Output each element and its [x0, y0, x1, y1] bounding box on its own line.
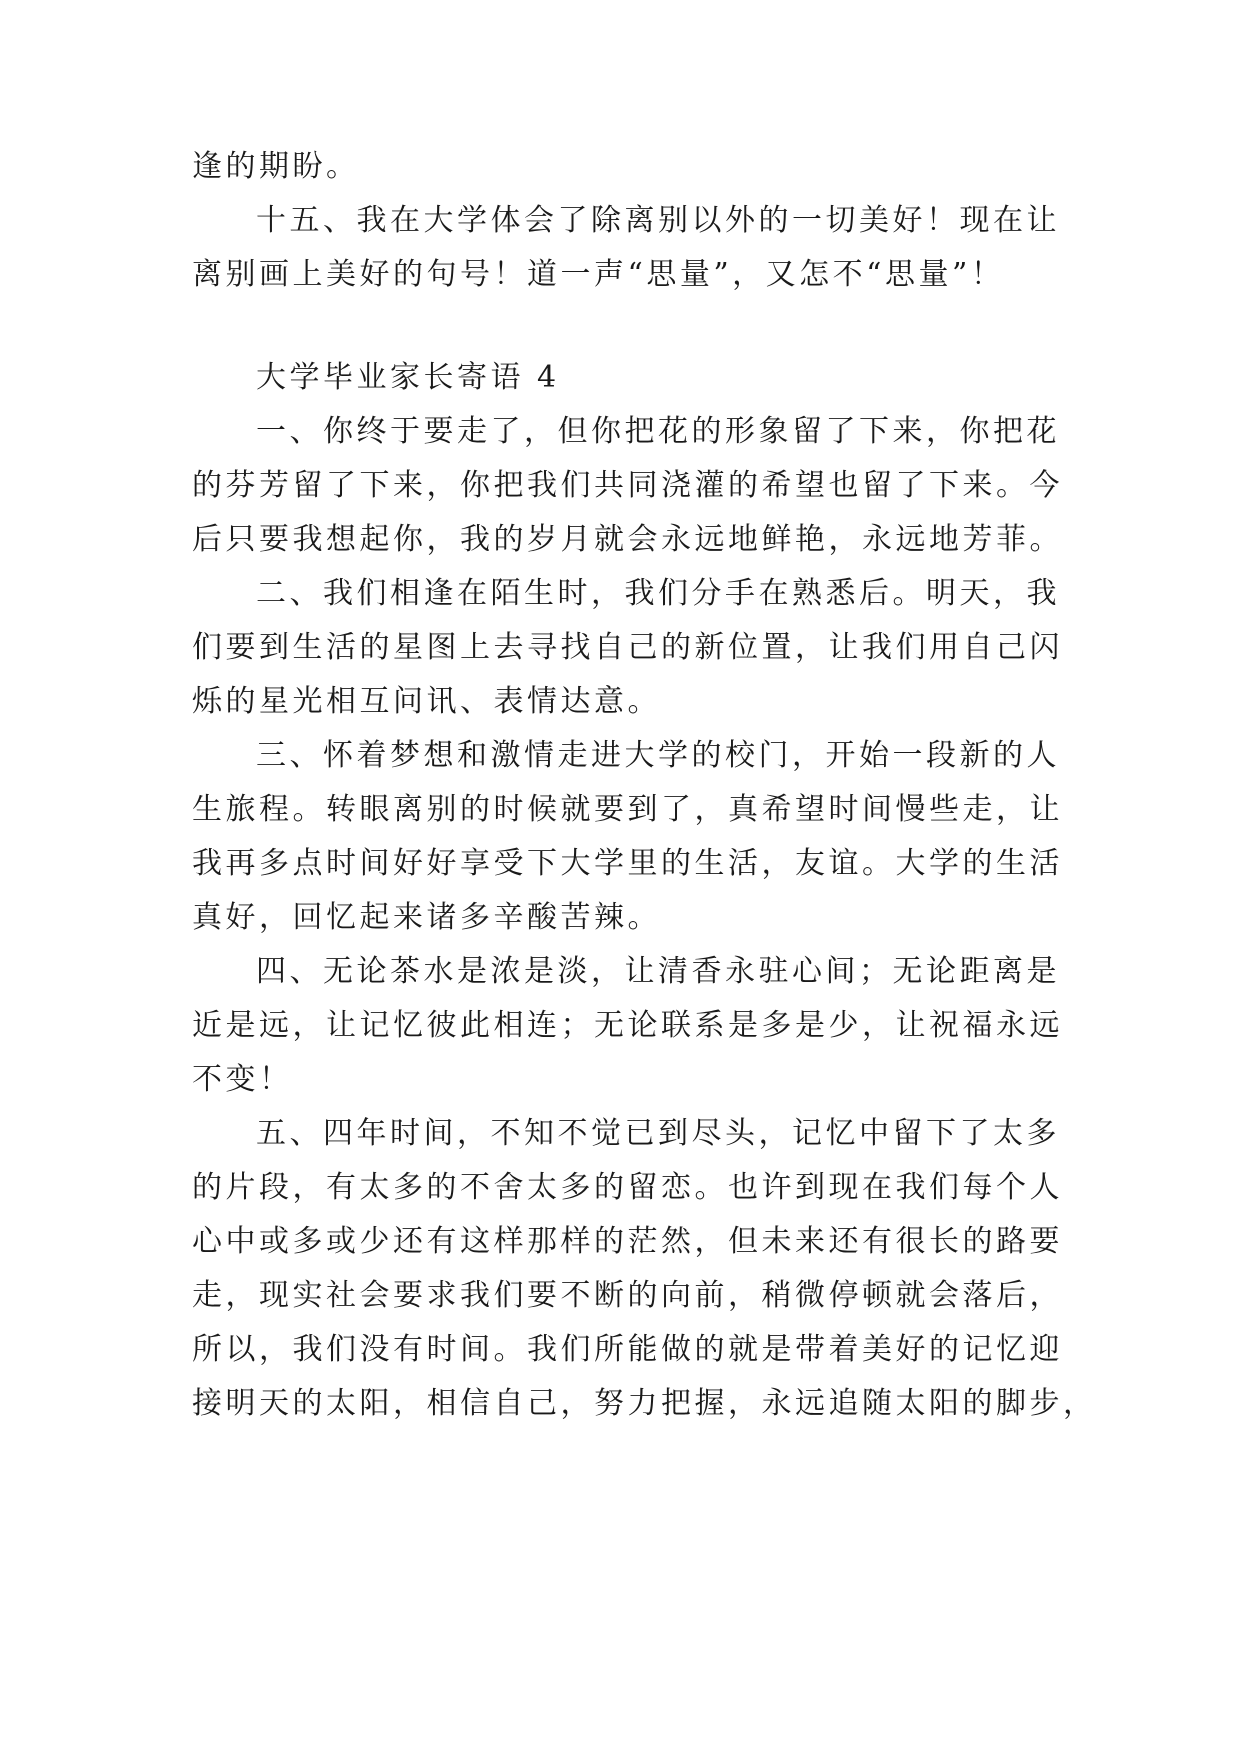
paragraph-line: 逢的期盼。: [192, 149, 360, 184]
paragraph-line: 五、四年时间，不知不觉已到尽头，记忆中留下了太多: [256, 1116, 1060, 1151]
paragraph-line: 四、无论茶水是浓是淡，让清香永驻心间；无论距离是: [256, 954, 1060, 989]
paragraph-line: 所以，我们没有时间。我们所能做的就是带着美好的记忆迎: [192, 1332, 1063, 1367]
paragraph-line: 的芬芳留了下来，你把我们共同浇灌的希望也留了下来。今: [192, 468, 1063, 503]
paragraph-line: 我再多点时间好好享受下大学里的生活，友谊。大学的生活: [192, 846, 1063, 881]
paragraph-line: 接明天的太阳，相信自己，努力把握，永远追随太阳的脚步，: [192, 1386, 1097, 1421]
section-heading: 大学毕业家长寄语 4: [256, 360, 560, 395]
paragraph-line: 不变！: [192, 1062, 293, 1097]
paragraph-line: 十五、我在大学体会了除离别以外的一切美好！现在让: [256, 203, 1060, 238]
paragraph-line: 近是远，让记忆彼此相连；无论联系是多是少，让祝福永远: [192, 1008, 1063, 1043]
paragraph-line: 后只要我想起你，我的岁月就会永远地鲜艳，永远地芳菲。: [192, 522, 1063, 557]
paragraph-line: 二、我们相逢在陌生时，我们分手在熟悉后。明天，我: [256, 576, 1060, 611]
paragraph-line: 烁的星光相互问讯、表情达意。: [192, 684, 661, 719]
paragraph-line: 一、你终于要走了，但你把花的形象留了下来，你把花: [256, 414, 1060, 449]
paragraph-line: 生旅程。转眼离别的时候就要到了，真希望时间慢些走，让: [192, 792, 1063, 827]
paragraph-line: 的片段，有太多的不舍太多的留恋。也许到现在我们每个人: [192, 1170, 1063, 1205]
paragraph-line: 三、怀着梦想和激情走进大学的校门，开始一段新的人: [256, 738, 1060, 773]
paragraph-line: 们要到生活的星图上去寻找自己的新位置，让我们用自己闪: [192, 630, 1063, 665]
paragraph-line: 离别画上美好的句号！道一声“思量”，又怎不“思量”！: [192, 257, 1005, 292]
paragraph-line: 真好，回忆起来诸多辛酸苦辣。: [192, 900, 661, 935]
paragraph-line: 走，现实社会要求我们要不断的向前，稍微停顿就会落后，: [192, 1278, 1063, 1313]
paragraph-line: 心中或多或少还有这样那样的茫然，但未来还有很长的路要: [192, 1224, 1063, 1259]
